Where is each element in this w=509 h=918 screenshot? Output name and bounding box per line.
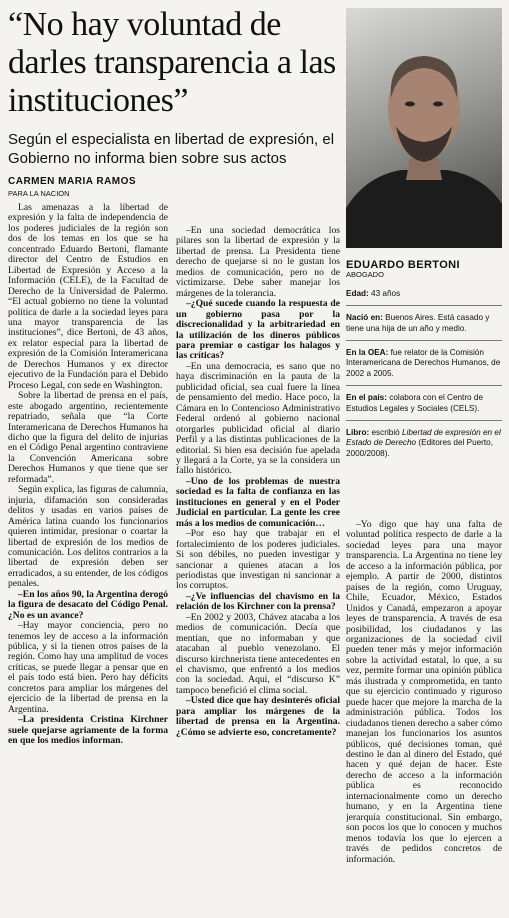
profile-box — [346, 258, 502, 465]
article-column-1 — [8, 203, 168, 915]
body-paragraph: –Por eso hay que trabajar en el fortalecimiento de los poderes judiciales. Si son débiles, no pueden investigar y sancionar a quienes atacan a los periodistas que investigan ni sancionar a los corruptos. — [176, 528, 340, 592]
interview-question: –Usted dice que hay desinterés oficial para ampliar los márgenes de la libertad de prensa en la Argentina. ¿Cómo se advierte eso, concretamente? — [176, 695, 340, 738]
portrait-photo — [346, 8, 502, 248]
divider — [346, 420, 502, 421]
body-paragraph: –En 2002 y 2003, Chávez atacaba a los medios de comunicación. Decía que mentían, que no informaban y que atacaban al pueblo venezolano. El discurso kirchnerista tiene antecedentes en el chavismo, que enfrentó a los medios con la sociedad. Aquí, el “discurso K” tampoco benefició el clima social. — [176, 611, 340, 696]
body-paragraph: –Yo digo que hay una falta de voluntad política respecto de darle a la sociedad leyes para una mayor transparencia. La Argentina no tiene ley de acceso a la información pública, por ejemplo. A partir de 2000, distintos países de la región, como Uruguay, Chile, Ecuador, México, Estados Unidos y Canadá, empezaron a apoyar leyes de transparencia. A través de esa posibilidad, los ciudadanos y las organizaciones de la sociedad civil pueden tener más y mejor información sobre la actividad estatal, lo que, a su vez, permite formar una opinión pública más ilustrada y comprometida, en tanto que su ejercicio continuado y riguroso puede hacer que mejore la marcha de la administración pública. Todos los ciudadanos tienen derecho a saber cómo manejan los funcionarios los asuntos públicos, qué decisiones toman, qué destino le dan al dinero del Estado, qué hacen y qué dejan de hacer. Este derecho de acceso a la información pública es reconocido internacionalmente como un derecho humano, y en la Argentina tiene jerarquía constitucional. Sin embargo, son pocos los que lo conocen y muchos menos todavía los que lo ejercen a través de pedidos concretos de información. — [346, 520, 502, 865]
interview-question: –Uno de los problemas de nuestra sociedad es la falta de confianza en las instituciones en general y en el Poder Judicial en particular. La gente les cree más a los medios de comunicación… — [176, 475, 340, 529]
body-paragraph: –En una democracia, es sano que no haya discriminación en la pauta de la publicidad oficial, sea cual fuere la línea de pensamiento del medio. Hace poco, la Cámara en lo Contencioso Administrativo Federal ordenó al gobierno nacional otorgarles publicidad oficial al diario Perfil y a las distintas publicaciones de la editorial. Si bien esa decisión fue apelada y llegará a la Corte, ya se la considera un fallo histórico. — [176, 360, 340, 477]
interview-question: –En los años 90, la Argentina derogó la figura de desacato del Código Penal. ¿No es un avance? — [8, 588, 168, 621]
divider — [346, 305, 502, 306]
profile-oea: En la OEA: fue relator de la Comisión Interamericana de Derechos Humanos, de 2002 a 2005. — [346, 348, 501, 378]
profile-name: EDUARDO BERTONI — [346, 259, 460, 271]
byline-org: PARA LA NACION — [8, 189, 70, 198]
divider — [346, 385, 502, 386]
interview-question: –La presidenta Cristina Kirchner suele quejarse agriamente de la forma en que los medios informan. — [8, 714, 168, 747]
body-paragraph: Según explica, las figuras de calumnia, injuria, difamación son consideradas delitos y usadas en varios países de América latina cuando los funcionarios quieren intimidar, presionar o coartar la libertad de expresión de los medios de comunicación. Los delitos contrarios a la libertad de expresión deben ser erradicados, a su entender, de los códigos penales. — [8, 484, 168, 590]
interview-question: –¿Qué sucede cuando la respuesta de un gobierno pasa por la discrecionalidad y la arbitrariedad en la utilización de los dineros públicos para premiar o castigar los halagos y las críticas? — [176, 298, 340, 362]
profile-birthplace: Nació en: Buenos Aires. Está casado y tiene una hija de un año y medio. — [346, 313, 490, 333]
body-paragraph: Sobre la libertad de prensa en el país, este abogado argentino, recientemente repatriado, señala que “la Corte Interamericana de Derechos Humanos ha dicho que la figura del delito de injurias en el Código Penal argentino contraviene la Convención Americana sobre Derechos Humanos y que tiene que ser reformada”. — [8, 390, 168, 485]
body-paragraph: –En una sociedad democrática los pilares son la libertad de expresión y la libertad de prensa. La Presidenta tiene derecho de quejarse si no le gustan los medios de comunicación, pero no de victimizarse. Debe saber manejar los márgenes de la tolerancia. — [176, 226, 340, 299]
subtitle: Según el especialista en libertad de expresión, el Gobierno no informa bien sobre sus actos — [8, 131, 335, 167]
profile-age: Edad: 43 años — [346, 288, 401, 298]
profile-book: Libro: escribió Libertad de expresión en el Estado de Derecho (Editores del Puerto, 2000/2008). — [346, 428, 501, 458]
profile-country: En el país: colabora con el Centro de Estudios Legales y Sociales (CELS). — [346, 393, 483, 413]
profile-role: ABOGADO — [346, 270, 384, 280]
article-column-2 — [176, 226, 340, 914]
interview-question: –¿Ve influencias del chavismo en la relación de los Kirchner con la prensa? — [176, 590, 340, 613]
article-column-3 — [346, 520, 502, 914]
headline: “No hay voluntad de darles transparencia a las instituciones” — [8, 6, 336, 119]
divider — [346, 340, 502, 341]
body-paragraph: –Hay mayor conciencia, pero no tenemos ley de acceso a la información pública, y si la tienen otros países de la región. Como hay una amplitud de voces críticas, se puede llegar a pensar que en el país todo está bien. Pero hay déficits concretos para ampliar los márgenes del ejercicio de la libertad de prensa en la Argentina. — [8, 620, 168, 715]
byline: CARMEN MARIA RAMOS — [8, 176, 137, 187]
body-paragraph: Las amenazas a la libertad de expresión y la falta de independencia de los poderes judiciales de la región son dos de los temas en los que se ha concentrado Eduardo Bertoni, flamante director del Centro de Estudios en Libertad de Expresión y Acceso a la Información (CELE), de la Facultad de Derecho de la Universidad de Palermo. “El actual gobierno no tiene la voluntad política de darle a la sociedad leyes para una mayor transparencia de las instituciones”, dice Bertoni, de 43 años, ex relator especial para la libertad de expresión de la Comisión Interamericana de Derechos Humanos y ex director ejecutivo de la Fundación para el Debido Proceso Legal, con sede en Washington. — [8, 203, 168, 391]
